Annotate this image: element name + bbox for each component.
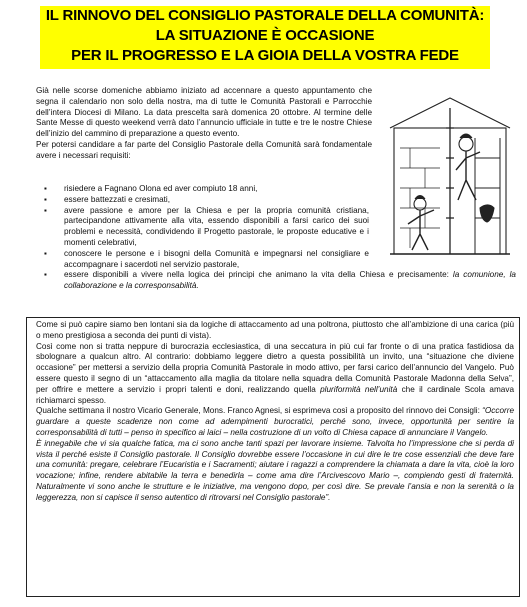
- headline-banner: [40, 6, 490, 69]
- body-text: [36, 320, 514, 504]
- headline-line-3: PER IL PROGRESSO E LA GIOIA DELLA VOSTRA FEDE: [71, 47, 459, 64]
- requirements-list: [36, 184, 516, 292]
- requirement-item: ▪ avere passione e amore per la Chiesa e per la propria comunità cristiana, partecipandone attivamente alla vita, essendo disponibili a farsi carico dei suoi problemi e necessità, condividendo il Progetto pastorale, le proposte educative e i momenti celebrativi,: [36, 206, 369, 249]
- body-paragraph-1: Come si può capire siamo ben lontani sia da logiche di attaccamento ad una poltrona, piuttosto che all’ambizione di una carica (più o meno prestigiosa a seconda dei punti di vista).: [36, 320, 514, 340]
- intro-paragraph-2: Per potersi candidare a far parte del Consiglio Pastorale della Comunità sarà fondamentale avere i necessari requisiti:: [36, 139, 372, 160]
- requirement-item: ▪ risiedere a Fagnano Olona ed aver compiuto 18 anni,: [36, 184, 516, 195]
- body-text-segment: che il cardinale Scola amava richiamarci spesso.: [36, 384, 514, 405]
- requirement-item: ▪ conoscere le persone e i bisogni della Comunità e impegnarsi nel consigliare e accompagnare i sacerdoti nel servizio pastorale,: [36, 249, 369, 271]
- requirement-item: ▪ essere battezzati e cresimati,: [36, 195, 516, 206]
- body-text-segment: Qualche settimana il nostro Vicario Generale, Mons. Franco Agnesi, si esprimeva così a proposito del rinnovo dei Consigli:: [36, 406, 483, 416]
- headline-line-1: IL RINNOVO DEL CONSIGLIO PASTORALE DELLA COMUNITÀ:: [45, 7, 485, 24]
- requirement-item: [36, 270, 516, 292]
- headline-line-2: LA SITUAZIONE È OCCASIONE: [155, 27, 375, 44]
- body-italic-segment: pluriformità nell’unità: [320, 384, 398, 394]
- requirement-text: essere disponibili a vivere nella logica dei principi che animano la vita della Chiesa e precisamente:: [64, 270, 449, 280]
- quote-segment: “Occorre guardare a queste scadenze non come ad adempimenti burocratici, perché sono, invece, opportunità per sentire la corresponsabilità di tutti – penso in specifico ai laici – nella costruzione di un volto di Chiesa capace di annunciare il Vangelo.: [36, 406, 514, 437]
- body-paragraph-3: [36, 406, 514, 438]
- requirement-italic: la comunione, la collaborazione e la corresponsabilità.: [64, 270, 516, 291]
- intro-text: [36, 86, 372, 162]
- body-paragraph-2: [36, 342, 514, 407]
- body-text-segment: Così come non si tratta neppure di burocrazia ecclesiastica, di una seccatura in più cui far fronte o di una pratica fastidiosa da sbolognare a qualcun altro. Al contrario: dobbiamo leggere dietro a questa possibilità un invito, una “situazione che diviene occasione” per mettersi a servizio della propria Comunità Pastorale in modo attivo, per farsi carico dell’annuncio del Vangelo. Può essere questo il segno di un “attaccamento alla maglia da titolare nella squadra della Comunità Pastorale Madonna della Selva”, per offrire e mettere a servizio i propri talenti e doni, realizzando quella: [36, 341, 514, 394]
- quote-paragraph: È innegabile che vi sia qualche fatica, ma ci sono anche tanti spazi per lavorare insieme. Talvolta ho l’impressione che si perda di vista il perché esiste il Consiglio pastorale. Il Consiglio dovrebbe essere l’occasione in cui dire le tre cose essenziali che deve fare una comunità: pregare, celebrare l’Eucaristia e i Sacramenti; aiutare i ragazzi a comprendere la chiamata a dare la vita, cioè la loro vocazione; infine, rendere abitabile la terra e benedirla – come ama dire l’Arcivescovo Mario –, compiendo gesti di fraternità. Naturalmente vi sono anche le strutture e le iniziative, ma vengono dopo, per così dire. Se prevale l’ansia e non la serenità o la leggerezza, non si capisce il senso autentico di ritrovarsi nel Consiglio pastorale”.: [36, 438, 514, 502]
- intro-paragraph-1: Già nelle scorse domeniche abbiamo iniziato ad accennare a questo appuntamento che segna il calendario non solo della nostra, ma di tutte le Comunità Pastorali e Parrocchie dell’intera Diocesi di Milano. La data prescelta sarà domenica 20 ottobre. Al termine delle Sante Messe di questo weekend verrà dato l’annuncio ufficiale in tutte e tre le nostre Chiese dell’inizio del cammino di preparazione a questo evento.: [36, 86, 372, 139]
